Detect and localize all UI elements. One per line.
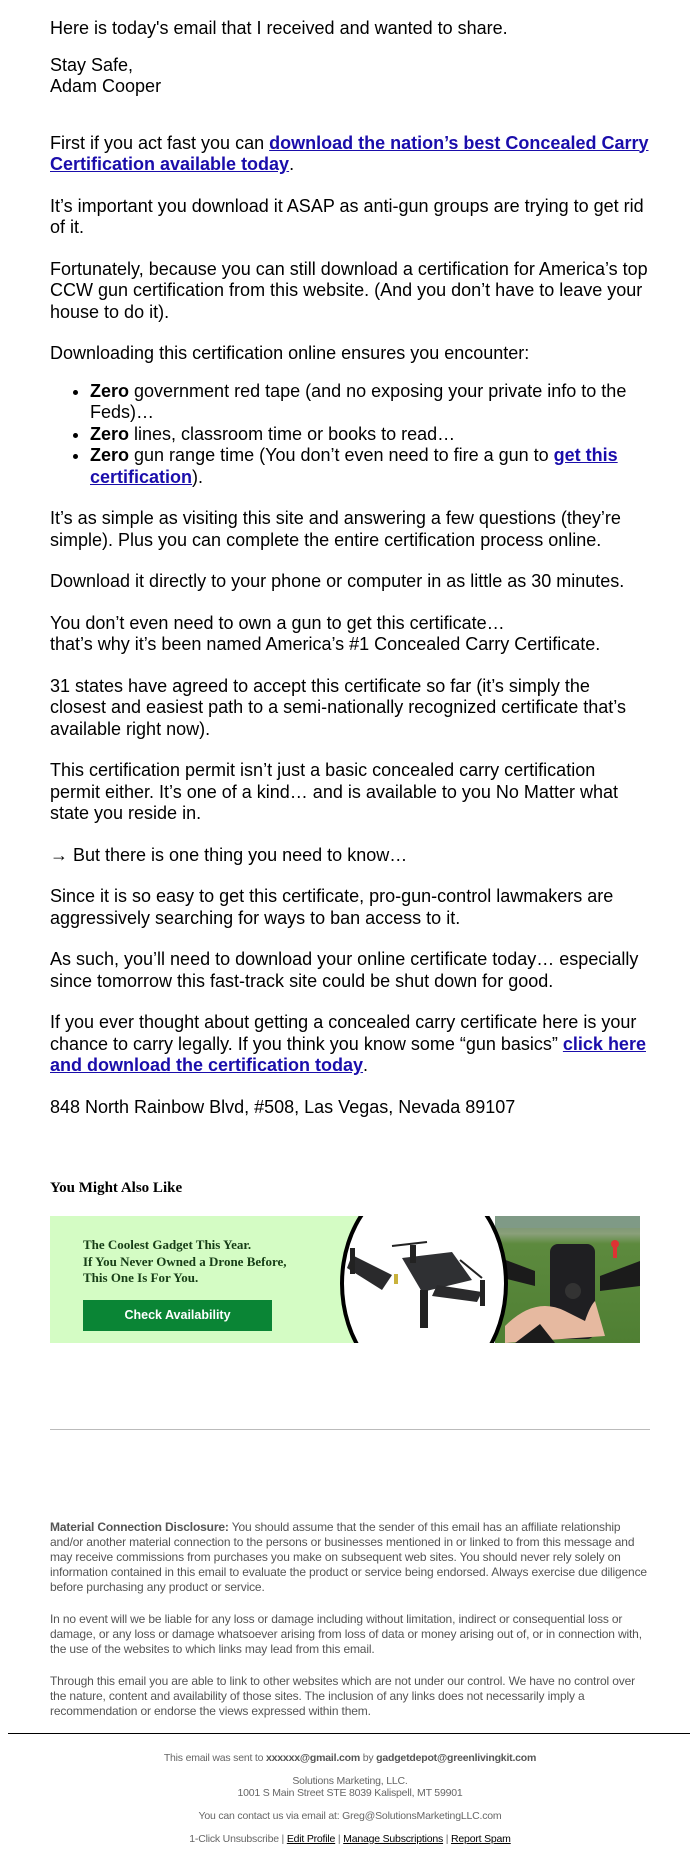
edit-profile-link[interactable]: Edit Profile — [286, 1833, 336, 1845]
banner-line: This One Is For You. — [83, 1270, 199, 1285]
text: ). — [192, 466, 204, 487]
disclosure-paragraph: In no event will we be liable for any loss or damage including without limitation, indirect or consequential loss or damage, or any loss or damage whatsoever arising from loss of data or money arising out of, or in connection with, the use of the websites to which links may lead from this email. — [50, 1612, 642, 1656]
footer-divider — [8, 1733, 690, 1734]
sent-to-line — [0, 1752, 700, 1764]
paragraph — [50, 1012, 650, 1077]
text: First if you act fast you can — [50, 132, 270, 153]
contact-line: You can contact us via email at: Greg@SolutionsMarketingLLC.com — [198, 1810, 502, 1822]
text: gun range time (You don’t even need to fire a gun to — [129, 445, 554, 465]
paragraph — [50, 133, 650, 176]
disclosure-paragraph: Through this email you are able to link to other websites which are not under our control. We have no control over the nature, content and availability of those sites. The inclusion of any links does not necessarily imply a recommendation or endorse the views expressed within them. — [50, 1674, 636, 1718]
list-item — [90, 424, 650, 446]
download-certification-link[interactable]: click here and download the certification today — [50, 1033, 646, 1075]
paragraph: Download it directly to your phone or computer in as little as 30 minutes. — [50, 571, 625, 591]
disclosure-label: Material Connection Disclosure: — [50, 1520, 229, 1534]
manage-subscriptions-link[interactable]: Manage Subscriptions — [343, 1833, 444, 1845]
signer-name: Adam Cooper — [50, 76, 162, 96]
footer — [0, 1752, 700, 1856]
text: . — [363, 1055, 369, 1075]
sender-email: gadgetdepot@greenlivingkit.com — [376, 1752, 537, 1764]
banner-headline — [83, 1237, 287, 1287]
paragraph: It’s important you download it ASAP as anti-gun groups are trying to get rid of it. — [50, 195, 644, 237]
banner-line: If You Never Owned a Drone Before, — [83, 1253, 287, 1269]
signoff: Stay Safe, — [50, 54, 134, 75]
text: government red tape (and no exposing your private info to the Feds)… — [90, 380, 627, 422]
recommend-heading: You Might Also Like — [50, 1180, 183, 1196]
banner-line: The Coolest Gadget This Year. — [83, 1237, 252, 1252]
bold-text: Zero — [90, 423, 130, 444]
text: that’s why it’s been named America’s #1 Concealed Carry Certificate. — [50, 634, 601, 654]
mailing-address: 848 North Rainbow Blvd, #508, Las Vegas, Nevada 89107 — [50, 1096, 516, 1117]
signature — [50, 55, 650, 98]
text: . — [289, 154, 295, 174]
paragraph: 31 states have agreed to accept this certificate so far (it’s simply the closest and easiest path to a semi-nationally recognized certificate that’s available right now). — [50, 675, 626, 739]
get-certification-link[interactable]: get this certification — [90, 445, 618, 487]
recipient-email: xxxxxx@gmail.com — [266, 1752, 361, 1764]
benefits-list — [50, 381, 650, 489]
drone-icon — [342, 1230, 492, 1330]
list-item — [90, 445, 650, 488]
bold-text: Zero — [90, 380, 130, 401]
text: If you ever thought about getting a concealed carry certificate here is your chance to carry legally. If you think you know some “gun basics” — [50, 1012, 637, 1054]
disclosure — [50, 1520, 650, 1736]
company-name: Solutions Marketing, LLC. — [292, 1775, 408, 1787]
drone-photo — [495, 1216, 640, 1343]
banner-text-panel — [50, 1216, 360, 1343]
text: This email was sent to — [163, 1752, 267, 1764]
disclosure-paragraph — [50, 1520, 650, 1595]
separator: | — [278, 1833, 287, 1845]
text: You should assume that the sender of this email has an affiliate relationship and/or another material connection to the persons or businesses mentioned in or linked to from this message and may receive commissions from purchases you make on subsequent web sites. You should never rely solely on information contained in this email to evaluate the product or service being endorsed. Always exercise due diligence before purchasing any product or service. — [50, 1520, 647, 1594]
company-info — [0, 1775, 700, 1799]
drone-ad-banner[interactable] — [50, 1216, 640, 1343]
download-link[interactable]: download the nation’s best Concealed Carry Certification available today — [50, 132, 649, 174]
unsubscribe-link[interactable]: 1-Click Unsubscribe — [189, 1833, 279, 1845]
intro-text: Here is today's email that I received and wanted to share. — [50, 18, 508, 38]
paragraph: This certification permit isn’t just a basic concealed carry certification permit either. It’s one of a kind… and is available to you No Matter what state you reside in. — [50, 760, 618, 823]
paragraph: Fortunately, because you can still download a certification for America’s top CCW gun certification from this website. (And you don’t have to leave your house to do it). — [50, 258, 648, 322]
divider — [50, 1429, 650, 1430]
separator: | — [335, 1833, 344, 1845]
text: by — [360, 1752, 377, 1764]
paragraph: Since it is so easy to get this certificate, pro-gun-control lawmakers are aggressively searching for ways to ban access to it. — [50, 886, 614, 928]
text: You don’t even need to own a gun to get this certificate… — [50, 612, 505, 633]
list-item — [90, 381, 650, 424]
company-address: 1001 S Main Street STE 8039 Kalispell, MT 59901 — [237, 1787, 463, 1799]
paragraph: → But there is one thing you need to know… — [50, 844, 408, 865]
paragraph: Downloading this certification online ensures you encounter: — [50, 343, 530, 363]
bold-text: Zero — [90, 445, 130, 465]
email-body — [50, 18, 650, 1138]
separator: | — [443, 1833, 452, 1845]
paragraph: It’s as simple as visiting this site and answering a few questions (they’re simple). Plus you can complete the entire certification process online. — [50, 508, 621, 550]
paragraph — [50, 613, 650, 656]
footer-links — [0, 1833, 700, 1845]
report-spam-link[interactable]: Report Spam — [451, 1833, 511, 1845]
check-availability-button[interactable]: Check Availability — [83, 1300, 272, 1331]
text: lines, classroom time or books to read… — [129, 423, 456, 444]
paragraph: As such, you’ll need to download your online certificate today… especially since tomorrow this fast-track site could be shut down for good. — [50, 949, 639, 991]
